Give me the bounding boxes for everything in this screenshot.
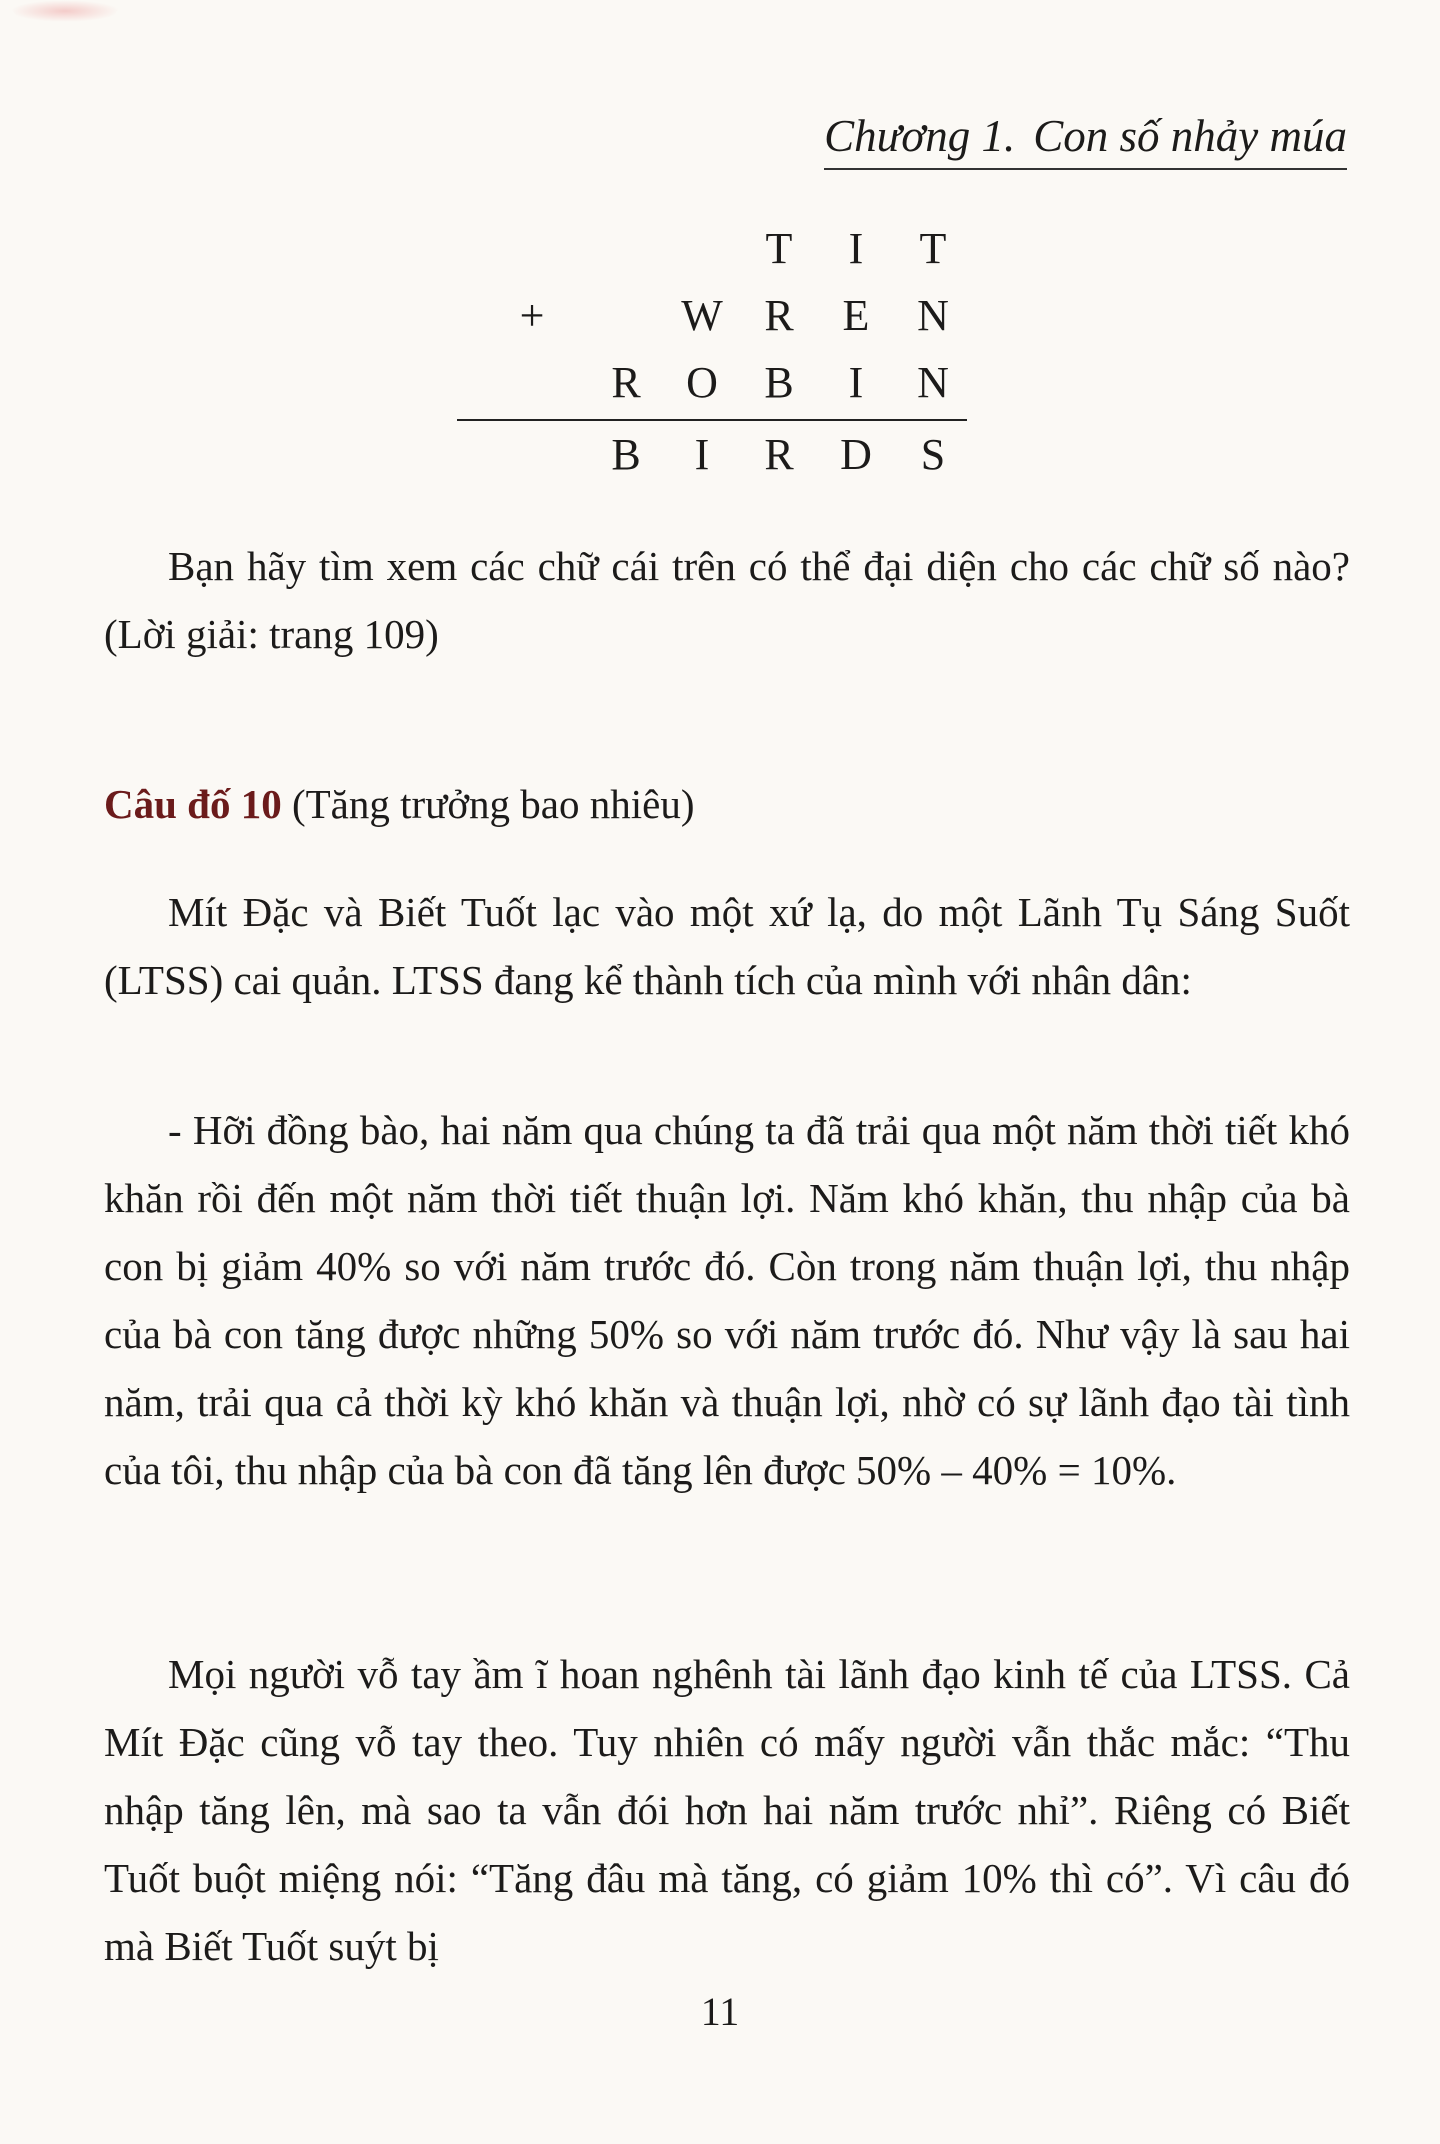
puzzle-letter: T — [919, 224, 947, 273]
puzzle-letter: N — [917, 291, 949, 340]
sum-divider-line — [457, 419, 967, 421]
question-text: Bạn hãy tìm xem các chữ cái trên có thể đại diện cho các chữ số nào? (Lời giải: trang 109) — [104, 543, 1350, 657]
result-letter: I — [694, 430, 710, 479]
result-letter: S — [920, 430, 946, 479]
puzzle-letter: B — [764, 358, 794, 407]
puzzle-letter: I — [848, 224, 864, 273]
cryptarithm-puzzle — [0, 0, 1440, 520]
question-paragraph — [104, 532, 1350, 668]
puzzle-letter: W — [681, 291, 723, 340]
chapter-number: Chương 1. — [824, 111, 1016, 161]
puzzle-letter: T — [765, 224, 793, 273]
puzzle-number: Câu đố 10 — [104, 781, 282, 827]
puzzle-subtitle: (Tăng trưởng bao nhiêu) — [291, 781, 695, 827]
paragraph-text: Mọi người vỗ tay ầm ĩ hoan nghênh tài lãnh đạo kinh tế của LTSS. Cả Mít Đặc cũng vỗ tay theo. Tuy nhiên có mấy người vẫn thắc mắc: “Thu nhập tăng lên, mà sao ta vẫn đói hơn hai năm trước nhỉ”. Riêng có Biết Tuốt buột miệng nói: “Tăng đâu mà tăng, có giảm 10% thì có”. Vì câu đó mà Biết Tuốt suýt bị — [104, 1651, 1350, 1969]
story-paragraph-3 — [104, 1640, 1350, 1980]
paragraph-text: Mít Đặc và Biết Tuốt lạc vào một xứ lạ, do một Lãnh Tụ Sáng Suốt (LTSS) cai quản. LTSS đang kể thành tích của mình với nhân dân: — [104, 889, 1350, 1003]
puzzle-letter: E — [842, 291, 870, 340]
puzzle-letter: I — [848, 358, 864, 407]
result-letter: B — [611, 430, 641, 479]
result-letter: R — [764, 430, 794, 479]
plus-operator: + — [519, 291, 545, 340]
puzzle-letter: O — [686, 358, 718, 407]
paragraph-text: - Hỡi đồng bào, hai năm qua chúng ta đã trải qua một năm thời tiết khó khăn rồi đến một năm thời tiết thuận lợi. Năm khó khăn, thu nhập của bà con bị giảm 40% so với năm trước đó. Còn trong năm thuận lợi, thu nhập của bà con tăng được những 50% so với năm trước đó. Như vậy là sau hai năm, trải qua cả thời kỳ khó khăn và thuận lợi, nhờ có sự lãnh đạo tài tình của tôi, thu nhập của bà con đã tăng lên được 50% – 40% = 10%. — [104, 1107, 1350, 1493]
puzzle-heading — [104, 770, 695, 838]
puzzle-letter: R — [764, 291, 794, 340]
result-letter: D — [840, 430, 872, 479]
story-paragraph-1 — [104, 878, 1350, 1014]
story-paragraph-2 — [104, 1096, 1350, 1504]
page-number: 11 — [700, 1989, 740, 2034]
chapter-title: Con số nhảy múa — [1033, 111, 1347, 161]
puzzle-letter: N — [917, 358, 949, 407]
puzzle-letter: R — [611, 358, 641, 407]
